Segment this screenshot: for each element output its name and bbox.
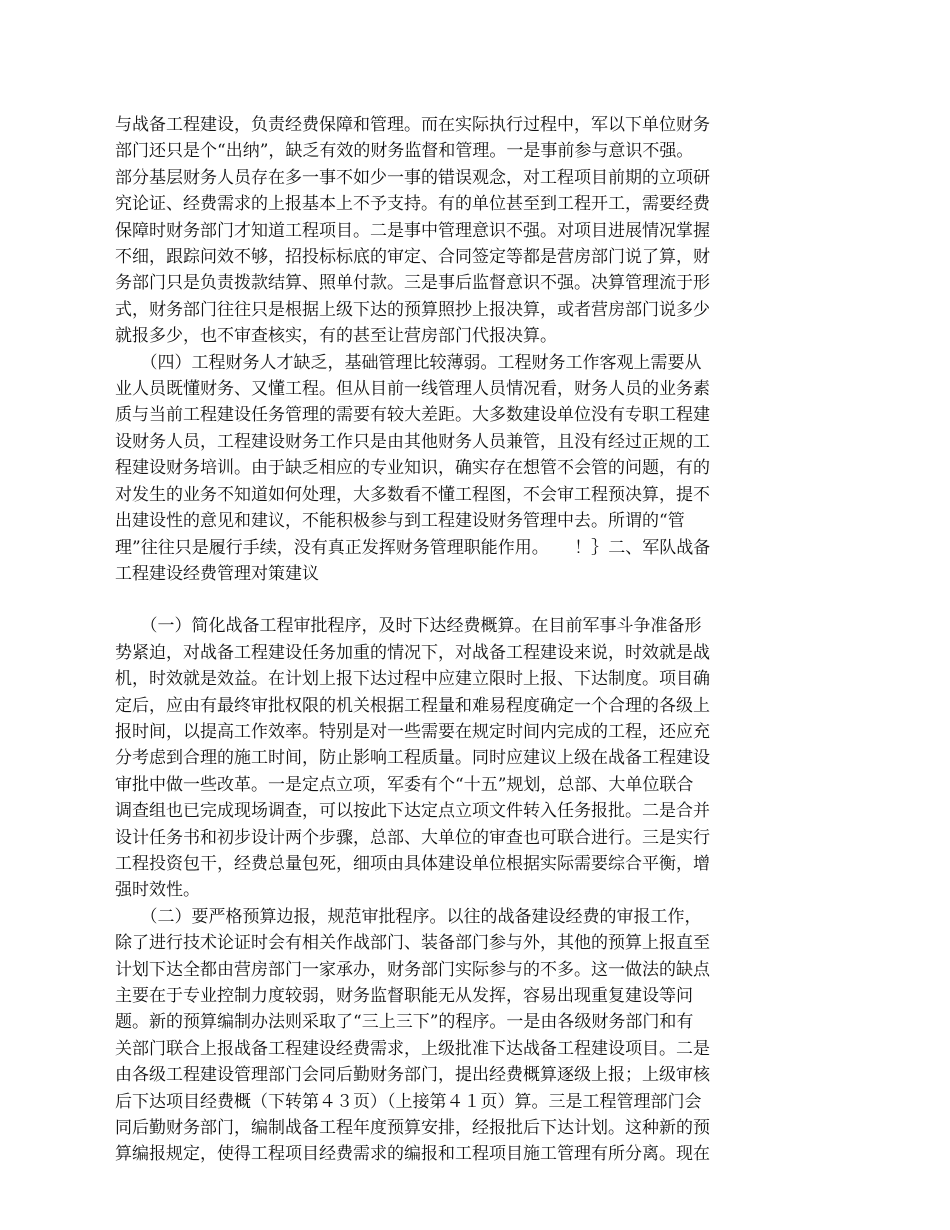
text-line: 业人员既懂财务、又懂工程。但从目前一线管理人员情况看，财务人员的业务素 [115,379,710,400]
text-line: 式，财务部门往往只是根据上级下达的预算照抄上报决算，或者营房部门说多少 [115,299,710,320]
text-line: 工程投资包干，经费总量包死，细项由具体建设单位根据实际需要综合平衡，增 [115,853,710,874]
section-part-1 [115,112,765,587]
text-line: 设财务人员，工程建设财务工作只是由其他财务人员兼管，且没有经过正规的工 [115,431,710,452]
body-text [115,112,765,1168]
text-line: 究论证、经费需求的上报基本上不予支持。有的单位甚至到工程开工，需要经费 [115,194,710,215]
text-line: （二）要严格预算边报，规范审批程序。以往的战备建设经费的审报工作， [115,906,702,927]
text-line: 除了进行技术论证时会有相关作战部门、装备部门参与外，其他的预算上报直至 [115,933,710,954]
text-line: （一）简化战备工程审批程序，及时下达经费概算。在目前军事斗争准备形 [115,616,702,637]
text-line: 程建设财务培训。由于缺乏相应的专业知识，确实存在想管不会管的问题，有的 [115,458,710,479]
text-line: 质与当前工程建设任务管理的需要有较大差距。大多数建设单位没有专职工程建 [115,405,710,426]
text-line: 主要在于专业控制力度较弱，财务监督职能无从发挥，容易出现重复建设等问 [115,986,693,1006]
text-line: 出建设性的意见和建议，不能积极参与到工程建设财务管理中去。所谓的“管 [115,511,685,532]
text-line: 关部门联合上报战备工程建设经费需求，上级批准下达战备工程建设项目。二是 [115,1038,710,1059]
section-gap [115,587,765,613]
text-line: 算编报规定，使得工程项目经费需求的编报和工程项目施工管理有所分离。现在 [115,1144,710,1165]
text-line: 报时间，以提高工作效率。特别是对一些需要在规定时间内完成的工程，还应充 [115,721,710,742]
text-line: 部门还只是个“出纳”，缺乏有效的财务监督和管理。一是事前参与意识不强。 [115,141,694,162]
text-line: （四）工程财务人才缺乏，基础管理比较薄弱。工程财务工作客观上需要从 [115,352,702,373]
text-line: 审批中做一些改革。一是定点立项，军委有个“十五”规划，总部、大单位联合 [115,774,694,795]
text-line: 保障时财务部门才知道工程项目。二是事中管理意识不强。对项目进展情况掌握 [115,220,710,241]
text-line: 就报多少，也不审查核实，有的甚至让营房部门代报决算。 [115,326,557,347]
text-line: 势紧迫，对战备工程建设任务加重的情况下，对战备工程建设来说，时效就是战 [115,642,710,663]
text-line: 设计任务书和初步设计两个步骤，总部、大单位的审查也可联合进行。三是实行 [115,827,710,848]
text-line: 务部门只是负责拨款结算、照单付款。三是事后监督意识不强。决算管理流于形 [115,273,710,294]
text-line: 调查组也已完成现场调查，可以按此下达定点立项文件转入任务报批。二是合并 [115,801,710,822]
text-line: 强时效性。 [115,880,200,901]
text-line: 同后勤财务部门，编制战备工程年度预算安排，经报批后下达计划。这种新的预 [115,1118,710,1139]
text-line: 不细，跟踪问效不够，招投标标底的审定、合同签定等都是营房部门说了算，财 [115,247,710,268]
text-line: 题。新的预算编制办法则采取了“三上三下”的程序。一是由各级财务部门和有 [115,1012,694,1033]
text-line: 定后，应由有最终审批权限的机关根据工程量和难易程度确定一个合理的各级上 [115,695,710,716]
text-line: 计划下达全都由营房部门一家承办，财务部门实际参与的不多。这一做法的缺点 [115,959,710,980]
text-line: 部分基层财务人员存在多一事不如少一事的错误观念，对工程项目前期的立项研 [115,167,710,188]
text-line: 由各级工程建设管理部门会同后勤财务部门，提出经费概算逐级上报；上级审核 [115,1065,710,1086]
text-line: 理”往往只是履行手续，没有真正发挥财务管理职能作用。 ！｝二、军队战备 [115,537,711,558]
text-line: 后下达项目经费概（下转第４３页）（上接第４１页）算。三是工程管理部门会 [115,1091,702,1112]
text-line: 分考虑到合理的施工时间，防止影响工程质量。同时应建议上级在战备工程建设 [115,748,710,769]
text-line: 与战备工程建设，负责经费保障和管理。而在实际执行过程中，军以下单位财务 [115,115,710,135]
text-line: 工程建设经费管理对策建议 [115,563,319,584]
text-line: 对发生的业务不知道如何处理，大多数看不懂工程图，不会审工程预决算，提不 [115,484,710,505]
section-part-2 [115,613,765,1168]
text-line: 机，时效就是效益。在计划上报下达过程中应建立限时上报、下达制度。项目确 [115,669,710,690]
